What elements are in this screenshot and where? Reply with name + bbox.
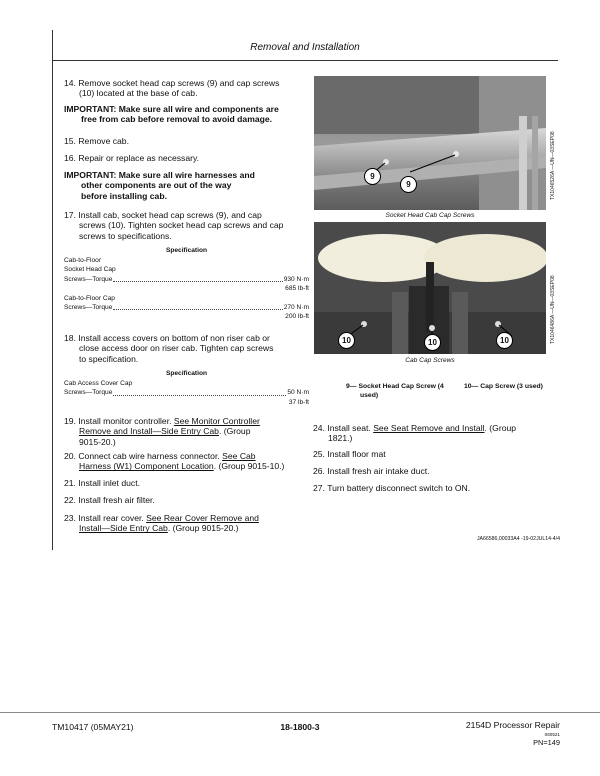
step-20: 20. Connect cab wire harness connector. See Cab Harness (W1) Component Location. (Group 9015-10.) [64,451,285,472]
link-cab-harness-2[interactable]: Harness (W1) Component Location [79,461,214,472]
step-27: 27. Turn battery disconnect switch to ON. [313,483,471,493]
spec-table-2: Cab Access Cover Cap Screws—Torque 50 N·m 37 lb-ft [64,380,309,406]
step-17: 17. Install cab, socket head cap screws (9), and cap screws (10). Tighten socket head cap screws and cap screws to specifications. [64,210,284,241]
page-header: Removal and Installation [250,42,360,53]
callout-10-right: 10 [496,332,513,349]
spec-heading-2: Specification [165,370,208,377]
link-rear-cover-2[interactable]: Install—Side Entry Cab [79,523,168,534]
step-26: 26. Install fresh air intake duct. [313,466,430,476]
step-19: 19. Install monitor controller. See Monitor Controller Remove and Install—Side Entry Cab. (Group 9015-20.) [64,416,260,447]
callout-9-left: 9 [364,168,381,185]
caption-top: Socket Head Cab Cap Screws [385,212,475,219]
footer-manual-id: TM10417 (05MAY21) [52,722,134,732]
link-cab-harness[interactable]: See Cab [222,451,256,461]
figure-id-top: TX1046526A —UN—03SEP08 [550,131,556,200]
important-note-2: IMPORTANT: Make sure all wire harnesses and other components are out of the way before installing cab. [64,170,255,201]
callout-10-center: 10 [424,334,441,351]
step-18: 18. Install access covers on bottom of non riser cab or close access door on riser cab. Tighten cap screws to specification. [64,333,274,364]
footer-pn: PN=149 [533,738,560,747]
legend-item-9: 9— Socket Head Cap Screw (4 used) [346,383,444,399]
photo-cab-cap-screws [314,222,546,354]
step-21: 21. Install inlet duct. [64,478,140,488]
caption-bottom: Cab Cap Screws [405,357,455,364]
step-23: 23. Install rear cover. See Rear Cover Remove and Install—Side Entry Cab. (Group 9015-20.) [64,513,259,534]
document-reference: JA66586,00033A4 -19-02JUL14-4/4 [476,536,560,542]
figure-id-bottom: TX1046486A —UN—03SEP08 [550,275,556,344]
spec-table-1: Cab-to-Floor Socket Head Cap Screws—Torque 930 N·m 685 lb-ft Cab-to-Floor Cap Screws—Torque 270 N·m 200 lb-ft [64,257,309,321]
left-margin-line [52,30,53,550]
footer-title: 2154D Processor Repair [465,720,560,730]
step-22: 22. Install fresh air filter. [64,495,155,505]
step-14: 14. Remove socket head cap screws (9) and cap screws (10) located at the base of cab. [64,78,280,99]
link-monitor-controller[interactable]: See Monitor Controller [173,416,260,426]
step-24: 24. Install seat. See Seat Remove and Install. (Group 1821.) [313,423,517,444]
step-16: 16. Repair or replace as necessary. [64,153,200,163]
link-seat-remove-install[interactable]: See Seat Remove and Install [373,423,485,433]
link-monitor-controller-2[interactable]: Remove and Install—Side Entry Cab [79,426,219,437]
footer-rule [0,712,600,713]
footer-code: 060521 [544,732,560,737]
legend-item-10: 10— Cap Screw (3 used) [464,383,543,390]
step-15: 15. Remove cab. [64,136,129,146]
callout-9-right: 9 [400,176,417,193]
footer-page-number: 18-1800-3 [280,722,320,732]
header-rule [52,60,558,61]
photo-drawing-top [314,76,546,210]
important-note-1: IMPORTANT: Make sure all wire and components are free from cab before removal to avoid damage. [64,104,279,125]
spec-heading-1: Specification [165,247,208,254]
callout-10-left: 10 [338,332,355,349]
link-rear-cover[interactable]: See Rear Cover Remove and [146,513,259,523]
step-25: 25. Install floor mat [313,449,386,459]
photo-socket-head-cab-cap-screws [314,76,546,210]
